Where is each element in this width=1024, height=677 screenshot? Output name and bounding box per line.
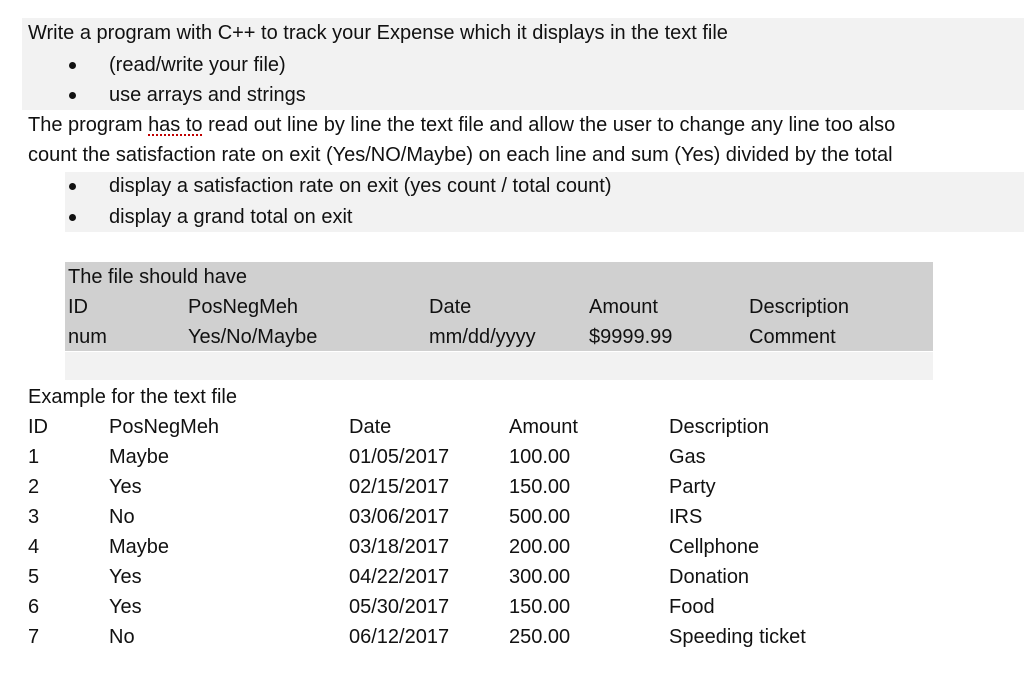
example-cell-posnegmeh: Maybe (109, 446, 170, 468)
example-cell-amount: 100.00 (509, 446, 571, 468)
example-cell-amount: 300.00 (509, 566, 571, 588)
example-cell-amount: 150.00 (509, 476, 571, 498)
example-cell-id: 2 (28, 476, 40, 498)
paragraph-line-1 (28, 110, 895, 140)
spec-header-posnegmeh: PosNegMeh (188, 296, 299, 318)
example-cell-description: Gas (669, 446, 706, 468)
example-title: Example for the text file (28, 386, 237, 408)
spec-format-date: mm/dd/yyyy (429, 326, 536, 348)
example-cell-description: Party (669, 476, 716, 498)
bullet-read-write: (read/write your file) (109, 54, 286, 76)
example-cell-amount: 150.00 (509, 596, 571, 618)
example-cell-description: Cellphone (669, 536, 760, 558)
spec-header-id: ID (68, 296, 88, 318)
example-cell-date: 04/22/2017 (349, 566, 450, 588)
spec-format-description: Comment (749, 326, 836, 348)
spec-format-posnegmeh: Yes/No/Maybe (188, 326, 318, 348)
example-cell-posnegmeh: Yes (109, 566, 142, 588)
spec-format-id: num (68, 326, 107, 348)
file-spec-title: The file should have (68, 266, 248, 288)
bullet-icon (69, 92, 76, 99)
example-cell-id: 3 (28, 506, 40, 528)
example-cell-id: 6 (28, 596, 40, 618)
bullet-icon (69, 183, 76, 190)
example-cell-description: Speeding ticket (669, 626, 806, 648)
example-cell-id: 5 (28, 566, 40, 588)
example-cell-description: IRS (669, 506, 703, 528)
example-cell-description: Donation (669, 566, 750, 588)
example-cell-amount: 500.00 (509, 506, 571, 528)
bullet-grand-total: display a grand total on exit (109, 206, 353, 228)
example-cell-date: 01/05/2017 (349, 446, 450, 468)
bullet-icon (69, 214, 76, 221)
example-cell-date: 05/30/2017 (349, 596, 450, 618)
example-header-posnegmeh: PosNegMeh (109, 416, 220, 438)
example-cell-posnegmeh: Maybe (109, 536, 170, 558)
example-cell-description: Food (669, 596, 715, 618)
example-cell-posnegmeh: Yes (109, 476, 142, 498)
example-cell-date: 03/18/2017 (349, 536, 450, 558)
example-cell-id: 7 (28, 626, 40, 648)
example-cell-amount: 200.00 (509, 536, 571, 558)
example-header-id: ID (28, 416, 48, 438)
example-cell-amount: 250.00 (509, 626, 571, 648)
intro-line-1: Write a program with C++ to track your Expense which it displays in the text file (28, 22, 728, 44)
para-shade-3 (65, 352, 933, 380)
spec-header-date: Date (429, 296, 472, 318)
example-cell-date: 02/15/2017 (349, 476, 450, 498)
spec-format-amount: $9999.99 (589, 326, 673, 348)
grammar-squiggle[interactable]: has to (148, 114, 203, 136)
example-cell-date: 03/06/2017 (349, 506, 450, 528)
spec-header-amount: Amount (589, 296, 658, 318)
paragraph-text: The program (28, 114, 149, 136)
bullet-icon (69, 62, 76, 69)
bullet-satisfaction: display a satisfaction rate on exit (yes count / total count) (109, 175, 612, 197)
example-header-date: Date (349, 416, 392, 438)
example-cell-posnegmeh: Yes (109, 596, 142, 618)
example-header-description: Description (669, 416, 770, 438)
paragraph-text: read out line by line the text file and allow the user to change any line too also (202, 114, 896, 136)
paragraph-line-2: count the satisfaction rate on exit (Yes/NO/Maybe) on each line and sum (Yes) divided by the total (28, 144, 893, 166)
example-cell-posnegmeh: No (109, 626, 135, 648)
example-cell-id: 4 (28, 536, 40, 558)
example-cell-posnegmeh: No (109, 506, 135, 528)
example-cell-id: 1 (28, 446, 40, 468)
example-cell-date: 06/12/2017 (349, 626, 450, 648)
bullet-arrays-strings: use arrays and strings (109, 84, 306, 106)
spec-header-description: Description (749, 296, 850, 318)
example-header-amount: Amount (509, 416, 578, 438)
